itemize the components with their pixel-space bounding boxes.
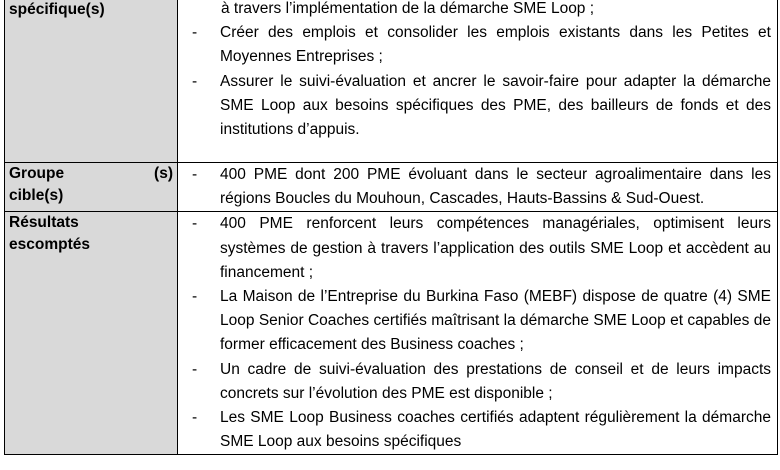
list-item [184,163,771,211]
list-item [184,358,771,406]
bullet-dash: - [192,288,198,306]
table-row-target-groups [5,163,778,212]
row-label-cell [5,163,178,212]
row-label: spécifique(s) [9,1,105,18]
list-item [184,21,771,69]
list-item-text: Créer des emplois et consolider les emplois existants dans les Petites et Moyennes Entreprises ; [220,24,771,66]
list-item [184,212,771,285]
bullet-dash: - [192,72,198,90]
row-label-line: Résultats [9,214,79,232]
row-label-cell [5,0,178,163]
row-content-cell [178,163,778,212]
row-label-line [9,163,173,185]
bullet-dash: - [192,409,198,427]
list-item [184,70,771,143]
row-label-line: escomptés [9,236,90,254]
list-item-text: Les SME Loop Business coaches certifiés adaptent régulièrement la démarche SME Loop aux besoins spécifiques [220,409,771,451]
list-item [184,285,771,358]
row-content-cell [178,0,778,163]
list-item-text: à travers l’implémentation de la démarche SME Loop ; [221,0,595,17]
table-row-objectives [5,0,778,163]
list-item-text: Un cadre de suivi-évaluation des prestations de conseil et de leurs impacts concrets sur l’évolution des PME est disponible ; [220,360,771,402]
bullet-dash: - [192,24,198,42]
bullet-dash: - [192,215,198,233]
list-item-text: La Maison de l’Entreprise du Burkina Faso (MEBF) dispose de quatre (4) SME Loop Senior Coaches certifiés maîtrisant la démarche SME Loop et capables de former efficacement des Business coaches ; [220,288,771,354]
list-item-text: Assurer le suivi-évaluation et ancrer le savoir-faire pour adapter la démarche SME Loop aux besoins spécifiques des PME, des bailleurs de fonds et des institutions d’appuis. [220,72,771,139]
bullet-dash: - [192,360,198,378]
row-label-line: cible(s) [9,187,64,204]
list-item-text: 400 PME renforcent leurs compétences managériales, optimisent leurs systèmes de gestion à travers l’application des outils SME Loop et accèdent au financement ; [220,215,771,281]
bullet-dash: - [192,166,198,183]
project-summary-table [4,0,778,455]
row-label-cell [5,212,178,455]
row-label-word: (s) [154,165,173,182]
row-content-cell [178,212,778,455]
table-row-expected-results [5,212,778,455]
list-item [184,406,771,454]
list-item-text: 400 PME dont 200 PME évoluant dans le secteur agroalimentaire dans les régions Boucles du Mouhoun, Cascades, Hauts-Bassins & Sud-Ouest. [220,166,771,208]
row-label-word: Groupe [9,165,65,182]
list-item [184,0,771,21]
